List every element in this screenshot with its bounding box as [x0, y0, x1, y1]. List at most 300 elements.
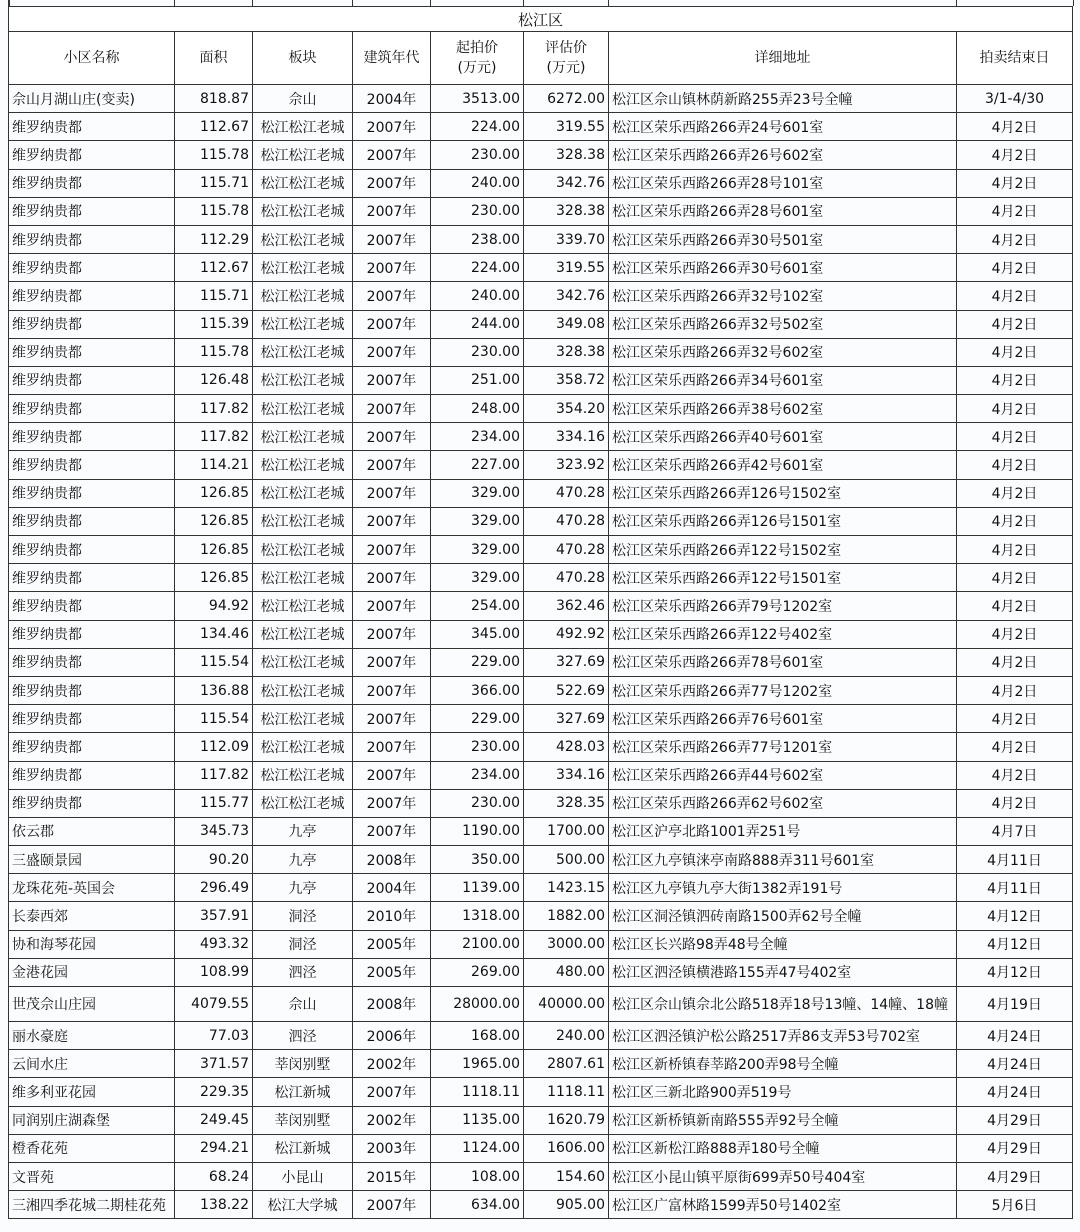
cell-year: 2007年 [353, 254, 431, 282]
cell-start-price: 108.00 [431, 1162, 524, 1190]
cell-area: 126.48 [175, 366, 253, 394]
cell-area: 94.92 [175, 592, 253, 620]
cell-end-date: 4月29日 [957, 1162, 1073, 1190]
cell-end-date: 4月2日 [957, 338, 1073, 366]
cell-year: 2007年 [353, 225, 431, 253]
cell-year: 2007年 [353, 451, 431, 479]
cell-name: 维罗纳贵都 [9, 366, 175, 394]
cell-appraisal: 428.03 [524, 733, 609, 761]
cell-end-date: 4月2日 [957, 451, 1073, 479]
cell-end-date: 4月2日 [957, 592, 1073, 620]
table-row [9, 620, 1073, 648]
cell-appraisal: 334.16 [524, 423, 609, 451]
cell-year: 2015年 [353, 1162, 431, 1190]
cell-block: 松江松江老城 [253, 564, 353, 592]
cell-area: 249.45 [175, 1106, 253, 1134]
cell-start-price: 230.00 [431, 141, 524, 169]
cell-appraisal: 500.00 [524, 846, 609, 874]
cell-appraisal: 328.35 [524, 789, 609, 817]
cell-start-price: 254.00 [431, 592, 524, 620]
table-row [9, 958, 1073, 986]
cell-year: 2008年 [353, 987, 431, 1022]
cell-address: 松江区荣乐西路266弄79号1202室 [609, 592, 957, 620]
cell-appraisal: 342.76 [524, 169, 609, 197]
cell-block: 小昆山 [253, 1162, 353, 1190]
cell-block: 九亭 [253, 846, 353, 874]
cell-address: 松江区佘山镇林荫新路255弄23号全幢 [609, 85, 957, 113]
cell-end-date: 4月2日 [957, 564, 1073, 592]
cell-end-date: 4月2日 [957, 705, 1073, 733]
cell-start-price: 1190.00 [431, 817, 524, 845]
cell-start-price: 2100.00 [431, 930, 524, 958]
cell-start-price: 1965.00 [431, 1050, 524, 1078]
cell-area: 115.77 [175, 789, 253, 817]
cell-address: 松江区荣乐西路266弄28号101室 [609, 169, 957, 197]
cell-appraisal: 480.00 [524, 958, 609, 986]
cell-year: 2006年 [353, 1022, 431, 1050]
cell-appraisal: 6272.00 [524, 85, 609, 113]
cell-name: 长泰西郊 [9, 902, 175, 930]
table-row [9, 592, 1073, 620]
cell-year: 2007年 [353, 197, 431, 225]
cell-year: 2010年 [353, 902, 431, 930]
cell-block: 松江松江老城 [253, 423, 353, 451]
cell-address: 松江区洞泾镇泗砖南路1500弄62号全幢 [609, 902, 957, 930]
cell-appraisal: 354.20 [524, 395, 609, 423]
cell-block: 佘山 [253, 987, 353, 1022]
cell-appraisal: 362.46 [524, 592, 609, 620]
cell-appraisal: 319.55 [524, 254, 609, 282]
cell-year: 2007年 [353, 366, 431, 394]
cell-area: 357.91 [175, 902, 253, 930]
cell-appraisal: 3000.00 [524, 930, 609, 958]
col-header-name: 小区名称 [9, 32, 175, 85]
cell-block: 松江松江老城 [253, 197, 353, 225]
cell-address: 松江区荣乐西路266弄126号1502室 [609, 479, 957, 507]
table-row [9, 197, 1073, 225]
cell-block: 松江松江老城 [253, 676, 353, 704]
cell-year: 2007年 [353, 1191, 431, 1219]
cell-appraisal: 327.69 [524, 705, 609, 733]
cell-year: 2007年 [353, 338, 431, 366]
cell-end-date: 4月2日 [957, 507, 1073, 535]
cell-address: 松江区荣乐西路266弄32号102室 [609, 282, 957, 310]
cell-area: 134.46 [175, 620, 253, 648]
cell-address: 松江区九亭镇涞亭南路888弄311号601室 [609, 846, 957, 874]
cell-block: 莘闵别墅 [253, 1106, 353, 1134]
district-title: 松江区 [9, 7, 1073, 32]
table-row [9, 1022, 1073, 1050]
table-body [9, 85, 1073, 1219]
cell-start-price: 224.00 [431, 254, 524, 282]
cell-end-date: 4月12日 [957, 958, 1073, 986]
cell-year: 2007年 [353, 395, 431, 423]
cell-address: 松江区荣乐西路266弄77号1202室 [609, 676, 957, 704]
table-row [9, 366, 1073, 394]
cell-year: 2007年 [353, 169, 431, 197]
cell-area: 115.39 [175, 310, 253, 338]
cell-start-price: 251.00 [431, 366, 524, 394]
cell-area: 115.78 [175, 141, 253, 169]
table-row [9, 451, 1073, 479]
cell-address: 松江区泗泾镇横港路155弄47号402室 [609, 958, 957, 986]
cell-start-price: 234.00 [431, 423, 524, 451]
cell-address: 松江区长兴路98弄48号全幢 [609, 930, 957, 958]
table-row [9, 1106, 1073, 1134]
cell-year: 2002年 [353, 1050, 431, 1078]
cell-start-price: 366.00 [431, 676, 524, 704]
cell-block: 松江松江老城 [253, 282, 353, 310]
cell-start-price: 1118.11 [431, 1078, 524, 1106]
cell-area: 117.82 [175, 423, 253, 451]
cell-appraisal: 349.08 [524, 310, 609, 338]
cell-area: 115.54 [175, 648, 253, 676]
cell-address: 松江区新桥镇新南路555弄92号全幢 [609, 1106, 957, 1134]
cell-name: 三湘四季花城二期桂花苑 [9, 1191, 175, 1219]
cell-appraisal: 323.92 [524, 451, 609, 479]
cell-area: 114.21 [175, 451, 253, 479]
cell-start-price: 230.00 [431, 733, 524, 761]
table-row [9, 564, 1073, 592]
cell-start-price: 350.00 [431, 846, 524, 874]
cell-appraisal: 358.72 [524, 366, 609, 394]
cell-area: 136.88 [175, 676, 253, 704]
cell-area: 493.32 [175, 930, 253, 958]
cell-address: 松江区荣乐西路266弄28号601室 [609, 197, 957, 225]
cell-block: 泗泾 [253, 1022, 353, 1050]
cell-end-date: 4月2日 [957, 197, 1073, 225]
cell-area: 90.20 [175, 846, 253, 874]
cell-start-price: 244.00 [431, 310, 524, 338]
cell-end-date: 4月2日 [957, 733, 1073, 761]
cell-area: 126.85 [175, 479, 253, 507]
cell-address: 松江区荣乐西路266弄62号602室 [609, 789, 957, 817]
table-row [9, 733, 1073, 761]
cell-end-date: 4月2日 [957, 282, 1073, 310]
cell-start-price: 224.00 [431, 113, 524, 141]
cell-name: 维罗纳贵都 [9, 479, 175, 507]
cell-name: 文晋苑 [9, 1162, 175, 1190]
district-title-row [9, 7, 1073, 32]
cell-address: 松江区荣乐西路266弄44号602室 [609, 761, 957, 789]
table-row [9, 395, 1073, 423]
table-row [9, 282, 1073, 310]
cell-block: 松江松江老城 [253, 648, 353, 676]
cell-end-date: 4月11日 [957, 874, 1073, 902]
cell-name: 龙珠花苑-英国会 [9, 874, 175, 902]
cell-start-price: 168.00 [431, 1022, 524, 1050]
cell-end-date: 4月2日 [957, 141, 1073, 169]
cell-start-price: 248.00 [431, 395, 524, 423]
cell-year: 2007年 [353, 789, 431, 817]
cell-end-date: 4月2日 [957, 395, 1073, 423]
cell-area: 115.54 [175, 705, 253, 733]
cell-start-price: 229.00 [431, 705, 524, 733]
cell-block: 松江松江老城 [253, 366, 353, 394]
cell-block: 洞泾 [253, 930, 353, 958]
cell-appraisal: 2807.61 [524, 1050, 609, 1078]
cell-appraisal: 328.38 [524, 338, 609, 366]
table-row [9, 1191, 1073, 1219]
cell-start-price: 345.00 [431, 620, 524, 648]
cell-address: 松江区荣乐西路266弄122号402室 [609, 620, 957, 648]
table-row [9, 536, 1073, 564]
cell-area: 345.73 [175, 817, 253, 845]
cell-year: 2007年 [353, 705, 431, 733]
cell-address: 松江区荣乐西路266弄32号602室 [609, 338, 957, 366]
cell-address: 松江区荣乐西路266弄122号1502室 [609, 536, 957, 564]
cell-block: 松江松江老城 [253, 169, 353, 197]
table-row [9, 817, 1073, 845]
cell-area: 115.78 [175, 338, 253, 366]
cell-end-date: 4月2日 [957, 113, 1073, 141]
cell-name: 维罗纳贵都 [9, 310, 175, 338]
table-row [9, 930, 1073, 958]
cell-appraisal: 470.28 [524, 536, 609, 564]
cell-end-date: 4月12日 [957, 902, 1073, 930]
cell-appraisal: 328.38 [524, 141, 609, 169]
cell-name: 维多利亚花园 [9, 1078, 175, 1106]
table-row [9, 902, 1073, 930]
cell-end-date: 4月2日 [957, 423, 1073, 451]
cell-end-date: 4月11日 [957, 846, 1073, 874]
cell-year: 2005年 [353, 930, 431, 958]
cell-address: 松江区荣乐西路266弄78号601室 [609, 648, 957, 676]
cell-address: 松江区荣乐西路266弄24号601室 [609, 113, 957, 141]
cell-appraisal: 319.55 [524, 113, 609, 141]
cell-area: 126.85 [175, 507, 253, 535]
cell-block: 松江松江老城 [253, 451, 353, 479]
cell-block: 松江松江老城 [253, 620, 353, 648]
cell-start-price: 1139.00 [431, 874, 524, 902]
cell-appraisal: 470.28 [524, 479, 609, 507]
cell-start-price: 234.00 [431, 761, 524, 789]
cell-end-date: 4月2日 [957, 789, 1073, 817]
cell-address: 松江区荣乐西路266弄30号601室 [609, 254, 957, 282]
cell-block: 松江松江老城 [253, 507, 353, 535]
cell-name: 维罗纳贵都 [9, 451, 175, 479]
auction-listing-table [8, 6, 1073, 1219]
cell-block: 松江松江老城 [253, 225, 353, 253]
cell-area: 117.82 [175, 395, 253, 423]
cell-name: 维罗纳贵都 [9, 620, 175, 648]
cell-year: 2005年 [353, 958, 431, 986]
cell-start-price: 238.00 [431, 225, 524, 253]
cell-name: 维罗纳贵都 [9, 564, 175, 592]
cell-address: 松江区新桥镇春莘路200弄98号全幢 [609, 1050, 957, 1078]
cell-name: 维罗纳贵都 [9, 592, 175, 620]
cell-end-date: 4月2日 [957, 169, 1073, 197]
cell-area: 117.82 [175, 761, 253, 789]
cell-area: 112.29 [175, 225, 253, 253]
table-row [9, 874, 1073, 902]
cell-appraisal: 1423.15 [524, 874, 609, 902]
cell-year: 2007年 [353, 676, 431, 704]
cell-year: 2007年 [353, 536, 431, 564]
cell-name: 云间水庄 [9, 1050, 175, 1078]
cell-address: 松江区九亭镇九亭大街1382弄191号 [609, 874, 957, 902]
cell-end-date: 4月29日 [957, 1106, 1073, 1134]
cell-block: 松江松江老城 [253, 310, 353, 338]
cell-name: 维罗纳贵都 [9, 789, 175, 817]
cell-appraisal: 1118.11 [524, 1078, 609, 1106]
cell-block: 松江松江老城 [253, 113, 353, 141]
cell-block: 松江大学城 [253, 1191, 353, 1219]
cell-appraisal: 470.28 [524, 564, 609, 592]
cell-block: 松江松江老城 [253, 479, 353, 507]
cell-block: 松江松江老城 [253, 761, 353, 789]
cell-year: 2007年 [353, 620, 431, 648]
cell-address: 松江区荣乐西路266弄30号501室 [609, 225, 957, 253]
cell-address: 松江区沪亭北路1001弄251号 [609, 817, 957, 845]
cell-year: 2007年 [353, 423, 431, 451]
cell-block: 松江松江老城 [253, 592, 353, 620]
cell-area: 126.85 [175, 536, 253, 564]
cell-start-price: 329.00 [431, 536, 524, 564]
cell-start-price: 230.00 [431, 338, 524, 366]
cell-appraisal: 40000.00 [524, 987, 609, 1022]
cell-start-price: 634.00 [431, 1191, 524, 1219]
cell-name: 依云郡 [9, 817, 175, 845]
table-row [9, 507, 1073, 535]
cell-address: 松江区新松江路888弄180号全幢 [609, 1134, 957, 1162]
cell-address: 松江区荣乐西路266弄76号601室 [609, 705, 957, 733]
cell-name: 维罗纳贵都 [9, 705, 175, 733]
cell-year: 2007年 [353, 761, 431, 789]
cell-end-date: 4月2日 [957, 536, 1073, 564]
cell-block: 九亭 [253, 817, 353, 845]
cell-block: 松江松江老城 [253, 536, 353, 564]
cell-name: 协和海琴花园 [9, 930, 175, 958]
cell-block: 松江新城 [253, 1078, 353, 1106]
table-row [9, 648, 1073, 676]
table-row [9, 1078, 1073, 1106]
cell-appraisal: 328.38 [524, 197, 609, 225]
table-row [9, 1162, 1073, 1190]
cell-appraisal: 342.76 [524, 282, 609, 310]
cell-area: 112.67 [175, 113, 253, 141]
cell-name: 金港花园 [9, 958, 175, 986]
cell-start-price: 230.00 [431, 789, 524, 817]
cell-start-price: 3513.00 [431, 85, 524, 113]
cell-start-price: 1124.00 [431, 1134, 524, 1162]
cell-appraisal: 339.70 [524, 225, 609, 253]
table-row [9, 676, 1073, 704]
cell-end-date: 4月2日 [957, 225, 1073, 253]
cell-area: 138.22 [175, 1191, 253, 1219]
cell-start-price: 329.00 [431, 479, 524, 507]
cell-address: 松江区荣乐西路266弄38号602室 [609, 395, 957, 423]
cell-address: 松江区三新北路900弄519号 [609, 1078, 957, 1106]
cell-year: 2004年 [353, 85, 431, 113]
table-row [9, 225, 1073, 253]
cell-block: 莘闵别墅 [253, 1050, 353, 1078]
cell-end-date: 4月24日 [957, 1078, 1073, 1106]
cell-end-date: 4月24日 [957, 1022, 1073, 1050]
cell-start-price: 240.00 [431, 169, 524, 197]
cell-name: 维罗纳贵都 [9, 423, 175, 451]
cell-name: 维罗纳贵都 [9, 733, 175, 761]
cell-end-date: 4月19日 [957, 987, 1073, 1022]
cell-address: 松江区荣乐西路266弄34号601室 [609, 366, 957, 394]
cell-appraisal: 1882.00 [524, 902, 609, 930]
cell-block: 松江松江老城 [253, 254, 353, 282]
cell-block: 松江松江老城 [253, 141, 353, 169]
cell-end-date: 3/1-4/30 [957, 85, 1073, 113]
cell-address: 松江区荣乐西路266弄42号601室 [609, 451, 957, 479]
table-row [9, 338, 1073, 366]
cell-name: 橙香花苑 [9, 1134, 175, 1162]
cell-year: 2008年 [353, 846, 431, 874]
cell-name: 同润别庄湖森堡 [9, 1106, 175, 1134]
cell-address: 松江区荣乐西路266弄40号601室 [609, 423, 957, 451]
cell-name: 维罗纳贵都 [9, 225, 175, 253]
cell-area: 112.67 [175, 254, 253, 282]
cell-block: 洞泾 [253, 902, 353, 930]
cell-block: 九亭 [253, 874, 353, 902]
cell-year: 2007年 [353, 1078, 431, 1106]
cell-block: 松江松江老城 [253, 338, 353, 366]
table-row [9, 254, 1073, 282]
cell-appraisal: 334.16 [524, 761, 609, 789]
cell-year: 2007年 [353, 648, 431, 676]
cell-area: 115.71 [175, 169, 253, 197]
cell-name: 维罗纳贵都 [9, 507, 175, 535]
cell-appraisal: 492.92 [524, 620, 609, 648]
cell-year: 2007年 [353, 310, 431, 338]
cell-name: 佘山月湖山庄(变卖) [9, 85, 175, 113]
cell-address: 松江区荣乐西路266弄32号502室 [609, 310, 957, 338]
cell-appraisal: 154.60 [524, 1162, 609, 1190]
cell-address: 松江区荣乐西路266弄77号1201室 [609, 733, 957, 761]
table-row [9, 310, 1073, 338]
cell-block: 松江松江老城 [253, 789, 353, 817]
cell-year: 2003年 [353, 1134, 431, 1162]
header-row [9, 32, 1073, 85]
cell-end-date: 4月2日 [957, 620, 1073, 648]
cell-area: 294.21 [175, 1134, 253, 1162]
cell-year: 2007年 [353, 592, 431, 620]
cell-name: 维罗纳贵都 [9, 197, 175, 225]
table-row [9, 169, 1073, 197]
cell-end-date: 4月7日 [957, 817, 1073, 845]
cell-block: 松江新城 [253, 1134, 353, 1162]
cell-end-date: 4月24日 [957, 1050, 1073, 1078]
cell-name: 维罗纳贵都 [9, 648, 175, 676]
cell-name: 维罗纳贵都 [9, 169, 175, 197]
col-header-year: 建筑年代 [353, 32, 431, 85]
cell-appraisal: 905.00 [524, 1191, 609, 1219]
cell-area: 296.49 [175, 874, 253, 902]
col-header-start-price: 起拍价 (万元) [431, 32, 524, 85]
cell-end-date: 4月29日 [957, 1134, 1073, 1162]
cell-area: 229.35 [175, 1078, 253, 1106]
cell-start-price: 1318.00 [431, 902, 524, 930]
cell-end-date: 4月12日 [957, 930, 1073, 958]
cell-end-date: 4月2日 [957, 648, 1073, 676]
table-row [9, 846, 1073, 874]
cell-name: 维罗纳贵都 [9, 113, 175, 141]
cell-appraisal: 327.69 [524, 648, 609, 676]
cell-address: 松江区荣乐西路266弄26号602室 [609, 141, 957, 169]
cell-appraisal: 522.69 [524, 676, 609, 704]
cell-start-price: 28000.00 [431, 987, 524, 1022]
cell-address: 松江区广富林路1599弄50号1402室 [609, 1191, 957, 1219]
cell-year: 2007年 [353, 141, 431, 169]
col-header-block: 板块 [253, 32, 353, 85]
cell-name: 维罗纳贵都 [9, 141, 175, 169]
cell-address: 松江区小昆山镇平原街699弄50号404室 [609, 1162, 957, 1190]
